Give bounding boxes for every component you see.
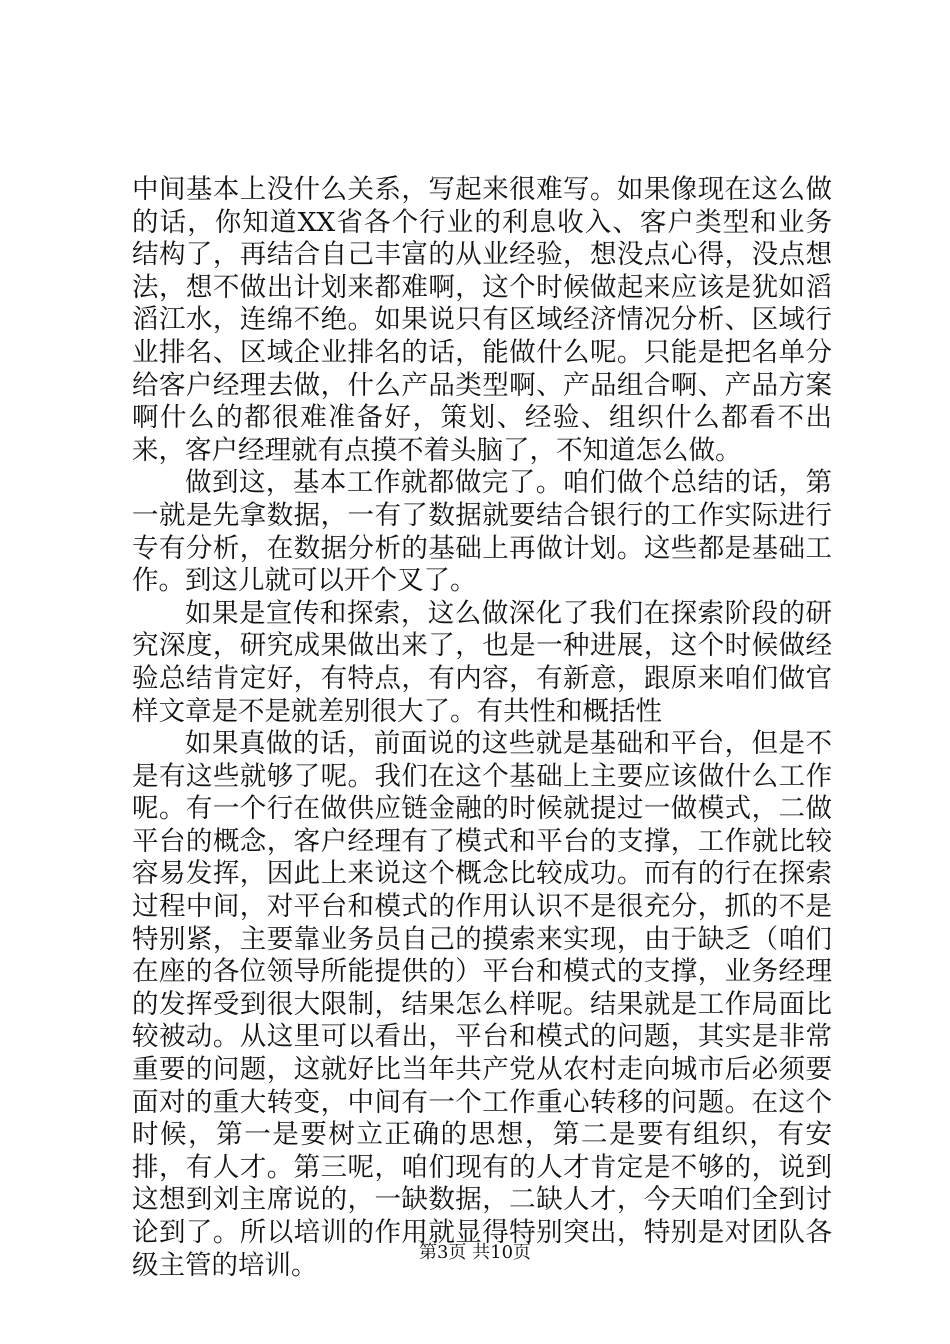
page-number-footer: 第3页 共10页 bbox=[418, 1242, 532, 1263]
document-body bbox=[132, 174, 832, 1282]
paragraph-4: 如果真做的话，前面说的这些就是基础和平台，但是不是有这些就够了呢。我们在这个基础上主要应该做什么工作呢。有一个行在做供应链金融的时候就提过一做模式，二做平台的概念，客户经理有了模式和平台的支撑，工作就比较容易发挥，因此上来说这个概念比较成功。而有的行在探索过程中间，对平台和模式的作用认识不是很充分，抓的不是特别紧，主要靠业务员自己的摸索来实现，由于缺乏（咱们在座的各位领导所能提供的）平台和模式的支撑，业务经理的发挥受到很大限制，结果怎么样呢。结果就是工作局面比较被动。从这里可以看出，平台和模式的问题，其实是非常重要的问题，这就好比当年共产党从农村走向城市后必须要面对的重大转变，中间有一个工作重心转移的问题。在这个时候，第一是要树立正确的思想，第二是要有组织，有安排，有人才。第三呢，咱们现有的人才肯定是不够的，说到这想到刘主席说的，一缺数据，二缺人才，今天咱们全到讨论到了。所以培训的作用就显得特别突出，特别是对团队各级主管的培训。 bbox=[132, 728, 832, 1281]
paragraph-2: 做到这，基本工作就都做完了。咱们做个总结的话，第一就是先拿数据，一有了数据就要结合银行的工作实际进行专有分析，在数据分析的基础上再做计划。这些都是基础工作。到这儿就可以开个叉了。 bbox=[132, 467, 832, 597]
paragraph-1: 中间基本上没什么关系，写起来很难写。如果像现在这么做的话，你知道XX省各个行业的利息收入、客户类型和业务结构了，再结合自己丰富的从业经验，想没点心得，没点想法，想不做出计划来都难啊，这个时候做起来应该是犹如滔滔江水，连绵不绝。如果说只有区域经济情况分析、区域行业排名、区域企业排名的话，能做什么呢。只能是把名单分给客户经理去做，什么产品类型啊、产品组合啊、产品方案啊什么的都很难准备好，策划、经验、组织什么都看不出来，客户经理就有点摸不着头脑了，不知道怎么做。 bbox=[132, 174, 832, 466]
paragraph-3: 如果是宣传和探索，这么做深化了我们在探索阶段的研究深度，研究成果做出来了，也是一种进展，这个时候做经验总结肯定好，有特点，有内容，有新意，跟原来咱们做官样文章是不是就差别很大了。有共性和概括性 bbox=[132, 597, 832, 727]
